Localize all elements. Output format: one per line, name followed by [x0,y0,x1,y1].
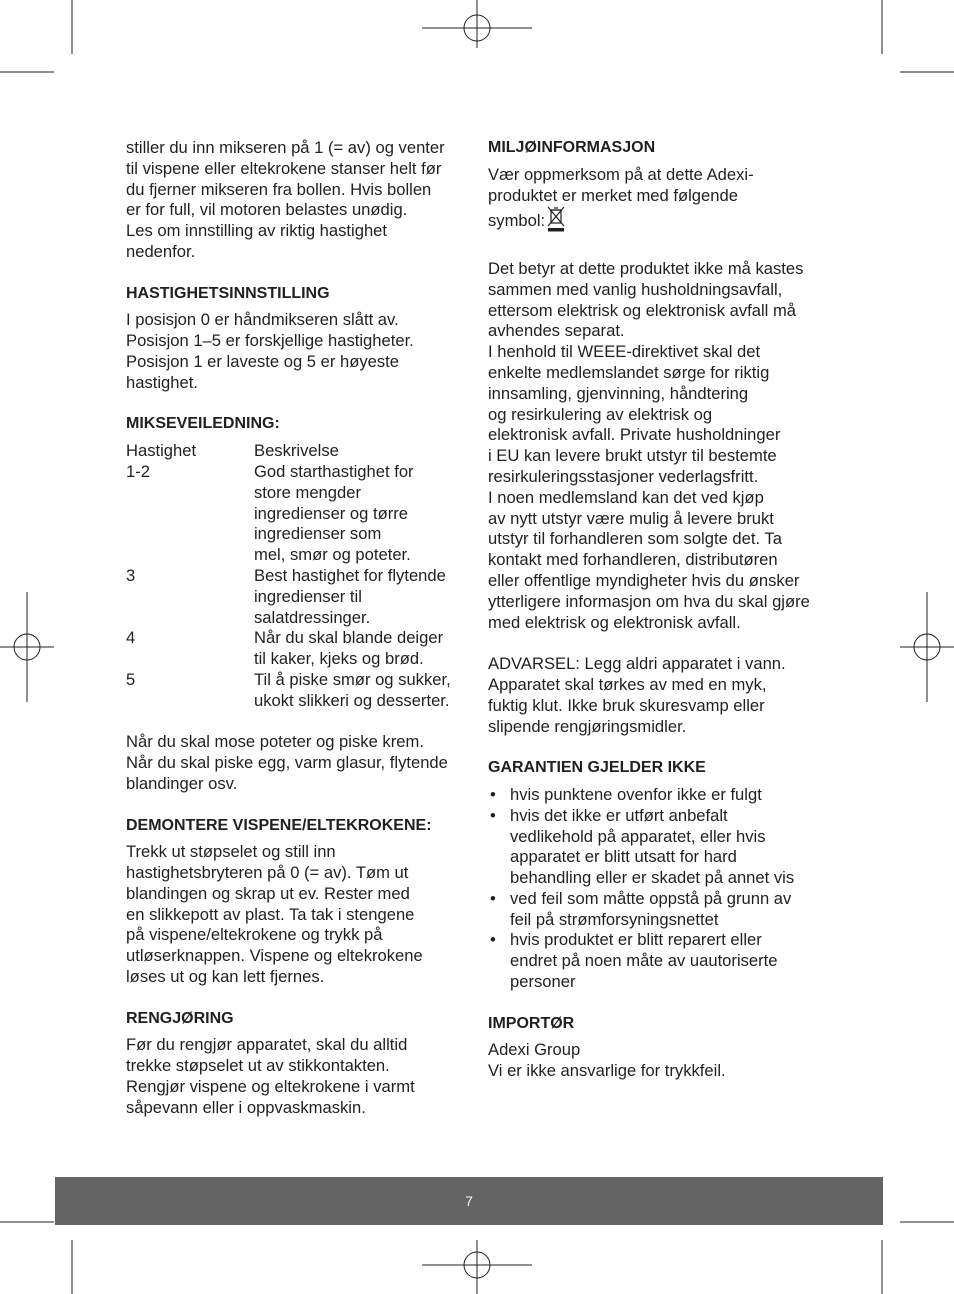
list-item: • hvis produktet er blitt reparert eller endret på noen måte av uautoriserte personer [488,930,833,992]
speed-description: Best hastighet for flytende ingredienser til salatdressinger. [254,565,446,627]
speed-value: 4 [126,628,136,648]
environment-heading: MILJØINFORMASJON [488,139,656,156]
speed-description: Til å piske smør og sukker, ukokt slikkeri og desserter. [254,669,451,710]
warranty-list [488,785,833,993]
header-description: Beskrivelse [254,441,339,461]
mixing-guide-notes: Når du skal mose poteter og piske krem. Når du skal piske egg, varm glasur, flytende blandinger osv. [126,732,448,793]
left-column [126,138,471,1119]
speed-description: God starthastighet for store mengder ingredienser og tørre ingredienser som mel, smør og poteter. [254,461,414,565]
weee-crossed-bin-icon [547,206,565,238]
right-column [488,138,833,1082]
importer-text: Adexi Group Vi er ikke ansvarlige for trykkfeil. [488,1040,726,1081]
remove-beaters-heading: DEMONTERE VISPENE/ELTEKROKENE: [126,816,432,834]
mixing-guide-heading: MIKSEVEILEDNING: [126,415,280,433]
environment-intro: Vær oppmerksom på at dette Adexi- produktet er merket med følgende [488,164,754,205]
table-row [126,628,471,670]
intro-paragraph: stiller du inn mikseren på 1 (= av) og venter til vispene eller eltekrokene stanser helt før du fjerner mikseren fra bollen. Hvis bollen er for full, vil motoren belastes unødig. Les om innstilling av riktig hastighet nedenfor. [126,138,445,261]
cleaning-text: Før du rengjør apparatet, skal du alltid trekke støpselet ut av stikkontakten. Rengjør vispene og eltekrokene i varmt såpevann eller i oppvaskmaskin. [126,1035,415,1117]
cleaning-heading: RENGJØRING [126,1009,234,1027]
header-speed: Hastighet [126,441,197,461]
speed-setting-text: I posisjon 0 er håndmikseren slått av. Posisjon 1–5 er forskjellige hastigheter. Posisjon 1 er laveste og 5 er høyeste hastighet. [126,310,414,392]
environment-text: Det betyr at dette produktet ikke må kastes sammen med vanlig husholdningsavfall, ettersom elektrisk og elektronisk avfall må avhendes separat. I henhold til WEEE-direktivet skal det enkelte medlemslandet sørge for riktig innsamling, gjenvinning, håndtering og resirkulering av elektrisk og elektronisk avfall. Private husholdninger i EU kan levere brukt utstyr til bestemte resirkuleringsstasjoner vederlagsfritt. I noen medlemsland kan det ved kjøp av nytt utstyr være mulig å levere brukt utstyr til forhandleren som solgte det. Ta kontakt med forhandleren, distributøren eller offentlige myndigheter hvis du ønsker ytterligere informasjon om hva du skal gjøre med elektrisk og elektronisk avfall. [488,258,810,632]
warning-text: ADVARSEL: Legg aldri apparatet i vann. Apparatet skal tørkes av med en myk, fuktig klut. Ikke bruk skuresvamp eller slipende rengjøringsmidler. [488,654,786,736]
remove-beaters-text: Trekk ut støpselet og still inn hastighetsbryteren på 0 (= av). Tøm ut blandingen og skrap ut ev. Rester med en slikkepott av plast. Ta tak i stengene på vispene/eltekrokene og trykk på utløserknappen. Vispene og eltekrokene løses ut og kan lett fjernes. [126,842,423,987]
environment-symbol-line [488,206,833,238]
symbol-label: symbol: [488,211,546,231]
speed-value: 5 [126,669,136,689]
table-row [126,670,471,712]
table-row [126,462,471,566]
list-item: • hvis det ikke er utført anbefalt vedlikehold på apparatet, eller hvis apparatet er blitt utsatt for hard behandling eller er skadet på annet vis [488,806,833,889]
table-row [126,566,471,628]
page-footer [55,1177,883,1225]
warranty-heading: GARANTIEN GJELDER IKKE [488,759,706,777]
speed-description: Når du skal blande deiger til kaker, kjeks og brød. [254,628,444,669]
speed-value: 3 [126,565,136,585]
list-item: • ved feil som måtte oppstå på grunn av feil på strømforsyningsnettet [488,889,833,931]
mixing-guide-table [126,441,471,711]
speed-value: 1-2 [126,461,150,481]
table-header-row [126,441,471,462]
importer-heading: IMPORTØR [488,1014,575,1032]
page-number: 7 [465,1192,473,1209]
list-item: • hvis punktene ovenfor ikke er fulgt [488,785,833,806]
speed-setting-heading: HASTIGHETSINNSTILLING [126,284,330,302]
